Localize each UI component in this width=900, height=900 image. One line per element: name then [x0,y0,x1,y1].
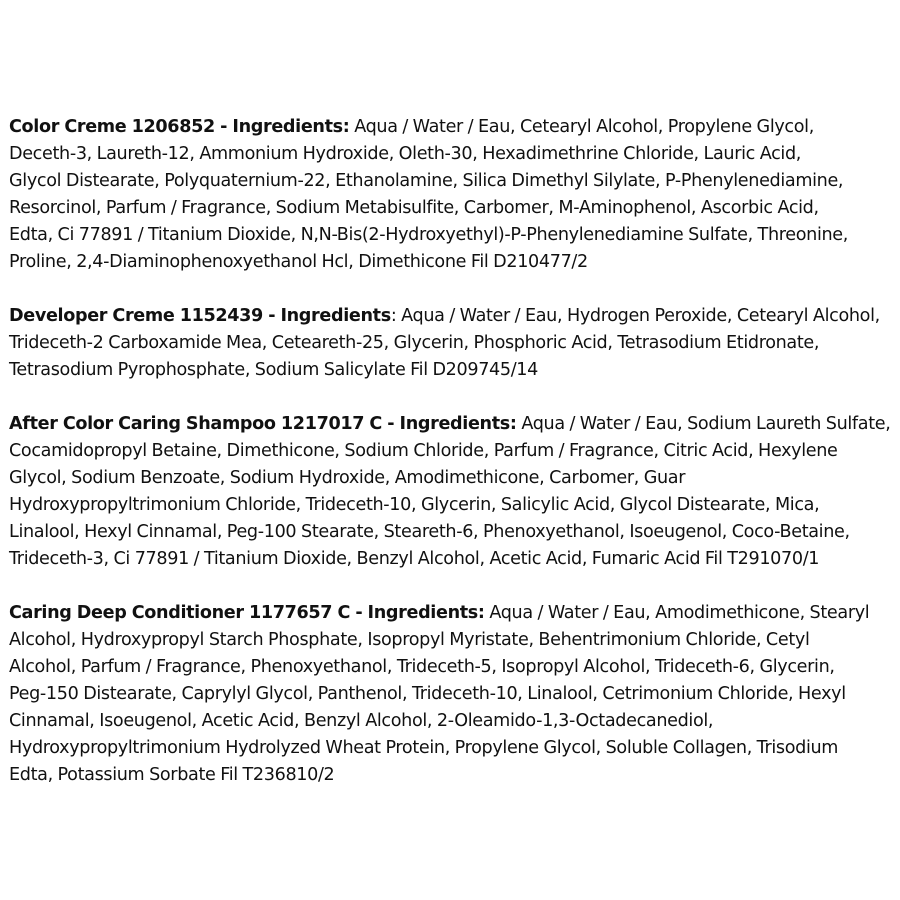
text-line [9,330,899,357]
text-line [9,546,899,573]
ingredients-text: Hydroxypropyltrimonium Chloride, Trideceth-10, Glycerin, Salicylic Acid, Glycol Distearate, Mica, [9,495,820,515]
text-line [9,627,899,654]
ingredients-text: Aqua / Water / Eau, Sodium Laureth Sulfate, [516,414,891,434]
ingredients-text: Linalool, Hexyl Cinnamal, Peg-100 Stearate, Steareth-6, Phenoxyethanol, Isoeugenol, Coco-Betaine, [9,522,850,542]
text-line [9,114,899,141]
product-heading: Developer Creme 1152439 - Ingredients [9,306,391,326]
product-heading: After Color Caring Shampoo 1217017 C - Ingredients: [9,414,517,434]
text-line [9,222,899,249]
ingredients-text: Trideceth-3, Ci 77891 / Titanium Dioxide, Benzyl Alcohol, Acetic Acid, Fumaric Acid Fil T291070/1 [9,549,820,569]
text-line [9,600,899,627]
ingredients-text: Cinnamal, Isoeugenol, Acetic Acid, Benzyl Alcohol, 2-Oleamido-1,3-Octadecanediol, [9,711,714,731]
ingredients-text: Edta, Potassium Sorbate Fil T236810/2 [9,765,335,785]
ingredients-text: Peg-150 Distearate, Caprylyl Glycol, Panthenol, Trideceth-10, Linalool, Cetrimonium Chloride, Hexyl [9,684,846,704]
ingredients-text: Deceth-3, Laureth-12, Ammonium Hydroxide, Oleth-30, Hexadimethrine Chloride, Lauric Acid, [9,144,802,164]
ingredients-text: Glycol Distearate, Polyquaternium-22, Ethanolamine, Silica Dimethyl Silylate, P-Phenylenediamine, [9,171,844,191]
product-heading: Caring Deep Conditioner 1177657 C - Ingredients: [9,603,485,623]
ingredients-text: Proline, 2,4-Diaminophenoxyethanol Hcl, Dimethicone Fil D210477/2 [9,252,588,272]
text-line [9,762,899,789]
ingredients-document [9,114,899,816]
text-line [9,735,899,762]
ingredients-text: Alcohol, Parfum / Fragrance, Phenoxyethanol, Trideceth-5, Isopropyl Alcohol, Trideceth-6, Glycerin, [9,657,835,677]
shampoo-section [9,411,899,573]
ingredients-text: Alcohol, Hydroxypropyl Starch Phosphate, Isopropyl Myristate, Behentrimonium Chloride, Cetyl [9,630,810,650]
ingredients-text: Trideceth-2 Carboxamide Mea, Ceteareth-25, Glycerin, Phosphoric Acid, Tetrasodium Etidronate, [9,333,820,353]
text-line [9,708,899,735]
ingredients-text: Glycol, Sodium Benzoate, Sodium Hydroxide, Amodimethicone, Carbomer, Guar [9,468,686,488]
ingredients-text: : Aqua / Water / Eau, Hydrogen Peroxide, Cetearyl Alcohol, [390,306,880,326]
ingredients-text: Hydroxypropyltrimonium Hydrolyzed Wheat Protein, Propylene Glycol, Soluble Collagen, Trisodium [9,738,839,758]
text-line [9,438,899,465]
text-line [9,681,899,708]
ingredients-text: Cocamidopropyl Betaine, Dimethicone, Sodium Chloride, Parfum / Fragrance, Citric Acid, Hexylene [9,441,838,461]
text-line [9,303,899,330]
text-line [9,654,899,681]
text-line [9,249,899,276]
text-line [9,195,899,222]
ingredients-text: Edta, Ci 77891 / Titanium Dioxide, N,N-Bis(2-Hydroxyethyl)-P-Phenylenediamine Sulfate, Threonine, [9,225,848,245]
developer-creme-section [9,303,899,384]
ingredients-text: Aqua / Water / Eau, Cetearyl Alcohol, Propylene Glycol, [349,117,814,137]
text-line [9,492,899,519]
ingredients-text: Aqua / Water / Eau, Amodimethicone, Stearyl [484,603,870,623]
color-creme-section [9,114,899,276]
conditioner-section [9,600,899,789]
text-line [9,519,899,546]
text-line [9,168,899,195]
ingredients-text: Tetrasodium Pyrophosphate, Sodium Salicylate Fil D209745/14 [9,360,538,380]
text-line [9,465,899,492]
text-line [9,357,899,384]
text-line [9,141,899,168]
ingredients-text: Resorcinol, Parfum / Fragrance, Sodium Metabisulfite, Carbomer, M-Aminophenol, Ascorbic Acid, [9,198,819,218]
product-heading: Color Creme 1206852 - Ingredients: [9,117,350,137]
text-line [9,411,899,438]
